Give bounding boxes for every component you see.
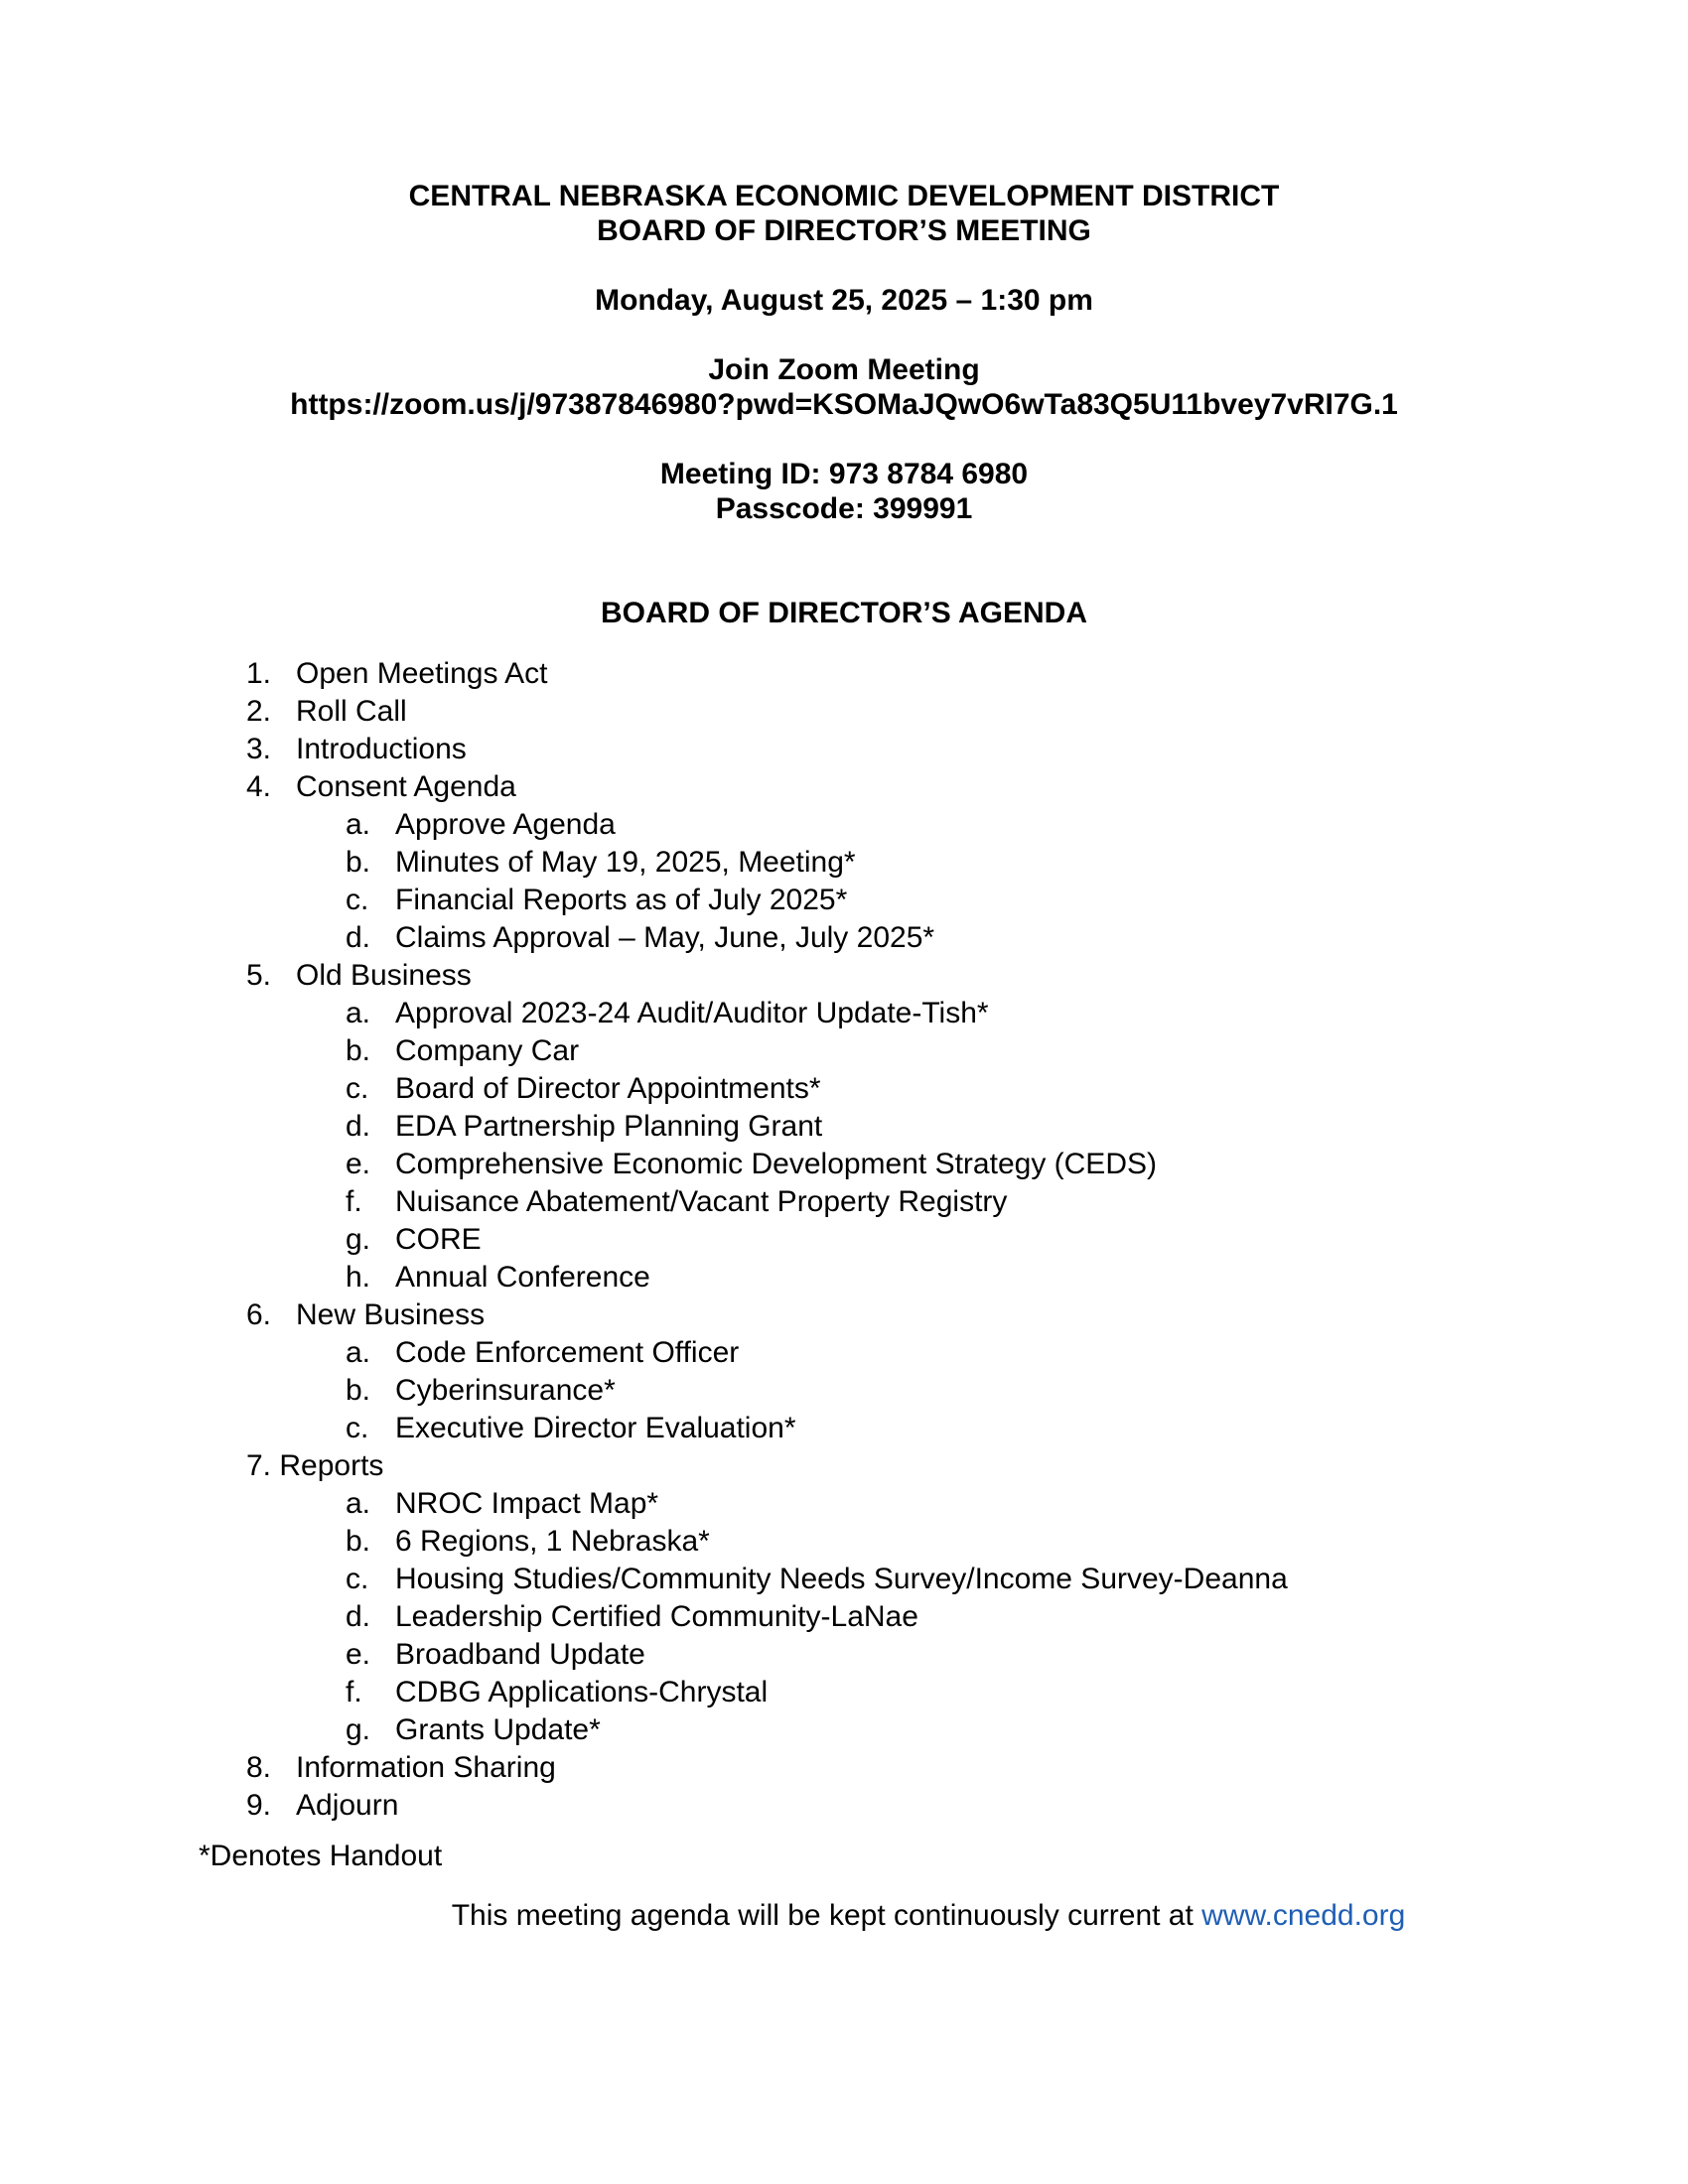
subitem-annual-conference: Annual Conference xyxy=(395,1261,650,1294)
subitem-letter: c. xyxy=(346,1072,369,1105)
item-number: 6. xyxy=(246,1298,272,1331)
zoom-label: Join Zoom Meeting xyxy=(708,353,980,386)
meeting-datetime: Monday, August 25, 2025 – 1:30 pm xyxy=(595,284,1093,317)
subitem-letter: a. xyxy=(346,997,371,1029)
subitem-letter: a. xyxy=(346,1487,371,1520)
subitem-nuisance-abatement: Nuisance Abatement/Vacant Property Registry xyxy=(395,1185,1008,1218)
subitem-eda-grant: EDA Partnership Planning Grant xyxy=(395,1110,823,1143)
website-link[interactable]: www.cnedd.org xyxy=(1201,1899,1406,1932)
agenda-item-open-meetings-act: Open Meetings Act xyxy=(296,657,548,690)
item-number: 4. xyxy=(246,770,272,803)
item-number: 9. xyxy=(246,1789,272,1822)
subitem-letter: c. xyxy=(346,1563,369,1595)
agenda-item-information-sharing: Information Sharing xyxy=(296,1751,556,1784)
passcode: Passcode: 399991 xyxy=(715,492,973,525)
org-title: CENTRAL NEBRASKA ECONOMIC DEVELOPMENT DISTRICT xyxy=(408,180,1280,212)
subitem-letter: b. xyxy=(346,1034,371,1067)
subitem-audit-approval: Approval 2023-24 Audit/Auditor Update-Tish* xyxy=(395,997,989,1029)
subitem-letter: e. xyxy=(346,1638,371,1671)
subitem-director-evaluation: Executive Director Evaluation* xyxy=(395,1412,796,1444)
subitem-cyberinsurance: Cyberinsurance* xyxy=(395,1374,616,1407)
agenda-item-new-business: New Business xyxy=(296,1298,486,1331)
agenda-item-adjourn: Adjourn xyxy=(296,1789,399,1822)
subitem-letter: b. xyxy=(346,1374,371,1407)
subitem-letter: g. xyxy=(346,1713,371,1746)
meeting-title: BOARD OF DIRECTOR’S MEETING xyxy=(597,214,1091,247)
agenda-item-old-business: Old Business xyxy=(296,959,472,992)
agenda-item-consent-agenda: Consent Agenda xyxy=(296,770,516,803)
subitem-cdbg-applications: CDBG Applications-Chrystal xyxy=(395,1676,769,1708)
item-number: 8. xyxy=(246,1751,272,1784)
subitem-minutes: Minutes of May 19, 2025, Meeting* xyxy=(395,846,856,879)
item-number: 5. xyxy=(246,959,272,992)
handout-note: *Denotes Handout xyxy=(199,1840,443,1872)
subitem-letter: g. xyxy=(346,1223,371,1256)
subitem-housing-studies: Housing Studies/Community Needs Survey/Income Survey-Deanna xyxy=(395,1563,1288,1595)
subitem-letter: e. xyxy=(346,1148,371,1180)
subitem-letter: c. xyxy=(346,1412,369,1444)
agenda-item-introductions: Introductions xyxy=(296,733,467,765)
footer-current-line xyxy=(0,1898,1688,1934)
subitem-company-car: Company Car xyxy=(395,1034,580,1067)
agenda-item-reports: 7. Reports xyxy=(246,1449,384,1482)
subitem-board-appointments: Board of Director Appointments* xyxy=(395,1072,821,1105)
subitem-letter: d. xyxy=(346,921,371,954)
subitem-letter: a. xyxy=(346,1336,371,1369)
subitem-approve-agenda: Approve Agenda xyxy=(395,808,616,841)
subitem-letter: c. xyxy=(346,884,369,916)
subitem-letter: a. xyxy=(346,808,371,841)
subitem-leadership-community: Leadership Certified Community-LaNae xyxy=(395,1600,918,1633)
agenda-item-roll-call: Roll Call xyxy=(296,695,407,728)
item-number: 3. xyxy=(246,733,272,765)
subitem-nroc-map: NROC Impact Map* xyxy=(395,1487,659,1520)
subitem-claims-approval: Claims Approval – May, June, July 2025* xyxy=(395,921,935,954)
subitem-letter: f. xyxy=(346,1676,362,1708)
zoom-url[interactable]: https://zoom.us/j/97387846980?pwd=KSOMaJQwO6wTa83Q5U11bvey7vRI7G.1 xyxy=(290,388,1398,421)
subitem-financial-reports: Financial Reports as of July 2025* xyxy=(395,884,848,916)
subitem-six-regions: 6 Regions, 1 Nebraska* xyxy=(395,1525,710,1558)
subitem-core: CORE xyxy=(395,1223,482,1256)
subitem-letter: b. xyxy=(346,1525,371,1558)
item-number: 2. xyxy=(246,695,272,728)
footer-current-text: This meeting agenda will be kept continuously current at xyxy=(451,1899,1202,1932)
subitem-grants-update: Grants Update* xyxy=(395,1713,601,1746)
subitem-code-enforcement: Code Enforcement Officer xyxy=(395,1336,740,1369)
subitem-letter: d. xyxy=(346,1600,371,1633)
subitem-letter: h. xyxy=(346,1261,371,1294)
agenda-title: BOARD OF DIRECTOR’S AGENDA xyxy=(600,597,1088,629)
subitem-ceds: Comprehensive Economic Development Strategy (CEDS) xyxy=(395,1148,1157,1180)
subitem-letter: d. xyxy=(346,1110,371,1143)
subitem-letter: f. xyxy=(346,1185,362,1218)
subitem-letter: b. xyxy=(346,846,371,879)
meeting-id: Meeting ID: 973 8784 6980 xyxy=(659,458,1029,490)
subitem-broadband: Broadband Update xyxy=(395,1638,645,1671)
item-number: 1. xyxy=(246,657,272,690)
